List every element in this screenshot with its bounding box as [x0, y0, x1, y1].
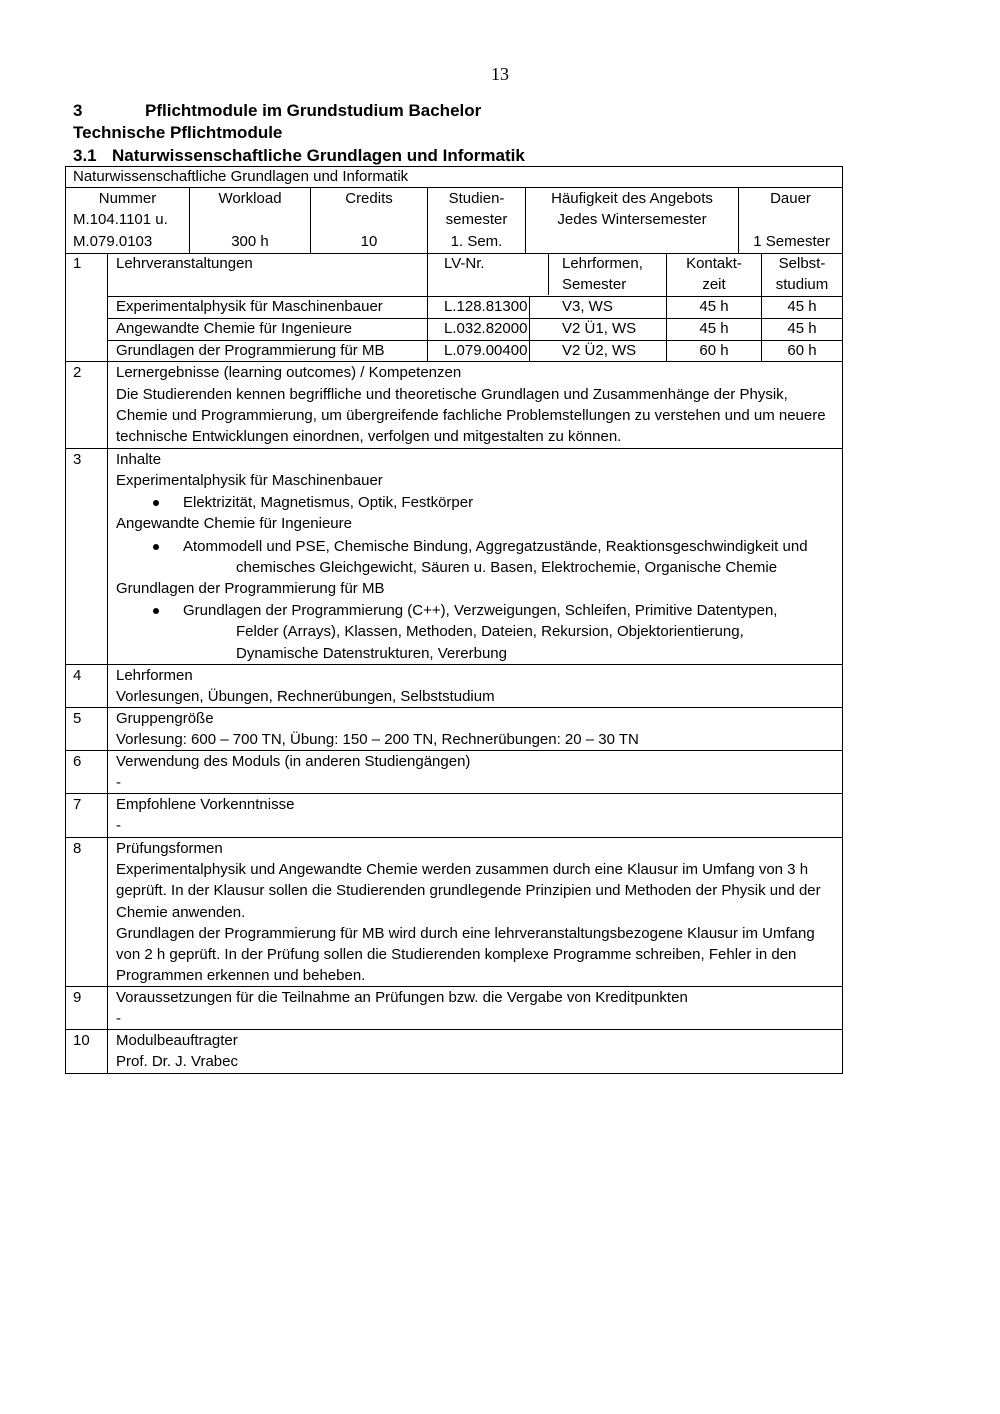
- table-divider: [65, 664, 843, 665]
- table-divider: [427, 253, 428, 361]
- course-name: Grundlagen der Programmierung für MB: [116, 342, 385, 359]
- module-title: Naturwissenschaftliche Grundlagen und Informatik: [73, 168, 409, 185]
- header-haeufigkeit: Häufigkeit des Angebots: [551, 190, 713, 207]
- header-workload: Workload: [218, 190, 282, 207]
- col-header-selbststudium-line2: studium: [775, 276, 829, 293]
- section-text-line: -: [116, 817, 121, 834]
- subsection-heading: Technische Pflichtmodule: [73, 123, 283, 142]
- course-lehrform: V3, WS: [562, 298, 613, 315]
- course-name: Experimentalphysik für Maschinenbauer: [116, 298, 383, 315]
- section-heading: [73, 101, 481, 121]
- module-credits: 10: [360, 233, 378, 250]
- table-divider: [65, 448, 843, 449]
- section-number: 6: [73, 753, 82, 770]
- section-number: 9: [73, 989, 82, 1006]
- content-bullet-text: Dynamische Datenstrukturen, Vererbung: [236, 645, 507, 662]
- header-studiensemester-line1: Studien-: [448, 190, 505, 207]
- section-title-pruefungsformen: Prüfungsformen: [116, 840, 223, 857]
- section-title-lernergebnisse: Lernergebnisse (learning outcomes) / Kompetenzen: [116, 364, 462, 381]
- section-title-lehrformen: Lehrformen: [116, 667, 193, 684]
- section-title-modulbeauftragter: Modulbeauftragter: [116, 1032, 238, 1049]
- table-divider: [65, 837, 843, 838]
- course-name: Angewandte Chemie für Ingenieure: [116, 320, 352, 337]
- bullet-icon: [153, 544, 159, 550]
- section-number: 3: [73, 451, 82, 468]
- section-text-line: Vorlesung: 600 – 700 TN, Übung: 150 – 200 TN, Rechnerübungen: 20 – 30 TN: [116, 731, 639, 748]
- content-bullet-text: Elektrizität, Magnetismus, Optik, Festkörper: [183, 494, 474, 511]
- section-number: 4: [73, 667, 82, 684]
- content-subheading: Grundlagen der Programmierung für MB: [116, 580, 385, 597]
- course-lvnr: L.128.81300: [444, 298, 528, 315]
- section-title-inhalte: Inhalte: [116, 451, 162, 468]
- subsubsection-heading-number: 3.1: [73, 146, 97, 165]
- module-haeufigkeit: Jedes Wintersemester: [557, 211, 707, 228]
- table-divider: [65, 361, 843, 362]
- section-heading-title: Pflichtmodule im Grundstudium Bachelor: [145, 101, 482, 120]
- section-text-line: technische Entwicklungen einordnen, verfolgen und mitgestalten zu können.: [116, 428, 622, 445]
- table-divider: [65, 1029, 843, 1030]
- table-divider: [65, 187, 843, 188]
- section-text-line: Programmen erkennen und beheben.: [116, 967, 366, 984]
- section-text-line: Chemie anwenden.: [116, 904, 246, 921]
- section-text-line: Experimentalphysik und Angewandte Chemie werden zusammen durch eine Klausur im Umfang von 3 h: [116, 861, 809, 878]
- course-kontaktzeit: 45 h: [699, 320, 729, 337]
- col-header-lvnr: LV-Nr.: [444, 255, 485, 272]
- content-bullet-text: Atommodell und PSE, Chemische Bindung, Aggregatzustände, Reaktionsgeschwindigkeit und: [183, 538, 808, 555]
- section-heading-number: 3: [73, 101, 83, 120]
- course-lehrform: V2 Ü2, WS: [562, 342, 637, 359]
- header-studiensemester-line2: semester: [445, 211, 508, 228]
- col-header-lehrformen-line1: Lehrformen,: [562, 255, 643, 272]
- col-header-kontaktzeit-line1: Kontakt-: [686, 255, 742, 272]
- section-number: 8: [73, 840, 82, 857]
- course-selbststudium: 45 h: [787, 320, 817, 337]
- table-border-bottom: [65, 1073, 843, 1074]
- section-text-line: Vorlesungen, Übungen, Rechnerübungen, Selbststudium: [116, 688, 495, 705]
- section-text-line: Grundlagen der Programmierung für MB wird durch eine lehrveranstaltungsbezogene Klausur im Umfang: [116, 925, 815, 942]
- table-divider: [65, 793, 843, 794]
- course-kontaktzeit: 60 h: [699, 342, 729, 359]
- content-bullet-text: Felder (Arrays), Klassen, Methoden, Dateien, Rekursion, Objektorientierung,: [236, 623, 744, 640]
- header-credits: Credits: [345, 190, 393, 207]
- section-number: 1: [73, 255, 82, 272]
- course-selbststudium: 60 h: [787, 342, 817, 359]
- section-title-vorkenntnisse: Empfohlene Vorkenntnisse: [116, 796, 295, 813]
- section-text-line: Die Studierenden kennen begriffliche und theoretische Grundlagen und Zusammenhänge der Physik,: [116, 386, 788, 403]
- section-text-line: geprüft. In der Klausur sollen die Studierenden grundlegende Prinzipien und Methoden der Physik und der: [116, 882, 821, 899]
- module-dauer: 1 Semester: [753, 233, 830, 250]
- table-divider: [65, 707, 843, 708]
- bullet-icon: [153, 500, 159, 506]
- section-title-gruppengroesse: Gruppengröße: [116, 710, 214, 727]
- content-bullet-text: chemisches Gleichgewicht, Säuren u. Basen, Elektrochemie, Organische Chemie: [236, 559, 778, 576]
- course-lvnr: L.079.00400: [444, 342, 528, 359]
- header-nummer: Nummer: [98, 190, 157, 207]
- col-header-kontaktzeit-line2: zeit: [702, 276, 726, 293]
- module-workload: 300 h: [231, 233, 269, 250]
- table-divider: [65, 986, 843, 987]
- subsubsection-heading: [73, 146, 525, 166]
- table-divider: [548, 253, 549, 295]
- course-kontaktzeit: 45 h: [699, 298, 729, 315]
- section-title-voraussetzungen: Voraussetzungen für die Teilnahme an Prüfungen bzw. die Vergabe von Kreditpunkten: [116, 989, 688, 1006]
- content-bullet-text: Grundlagen der Programmierung (C++), Verzweigungen, Schleifen, Primitive Datentypen,: [183, 602, 778, 619]
- section-text-line: -: [116, 774, 121, 791]
- bullet-icon: [153, 608, 159, 614]
- table-divider: [529, 297, 530, 361]
- section-title-verwendung: Verwendung des Moduls (in anderen Studiengängen): [116, 753, 471, 770]
- content-subheading: Angewandte Chemie für Ingenieure: [116, 515, 352, 532]
- section-number: 7: [73, 796, 82, 813]
- module-nummer-line2: M.079.0103: [73, 233, 153, 250]
- section-text-line: Prof. Dr. J. Vrabec: [116, 1053, 238, 1070]
- section-text-line: -: [116, 1010, 121, 1027]
- table-divider: [65, 750, 843, 751]
- course-lvnr: L.032.82000: [444, 320, 528, 337]
- course-lehrform: V2 Ü1, WS: [562, 320, 637, 337]
- page-number: 13: [491, 64, 509, 84]
- table-number-column-divider: [107, 253, 108, 1073]
- section-text-line: von 2 h geprüft. In der Prüfung sollen die Studierenden komplexe Programme schreiben, Fehler in den: [116, 946, 797, 963]
- table-border-right: [842, 166, 843, 1074]
- module-studiensemester: 1. Sem.: [450, 233, 503, 250]
- course-selbststudium: 45 h: [787, 298, 817, 315]
- section-text-line: Chemie und Programmierung, um übergreifende fachliche Problemstellungen zu verstehen und um neuere: [116, 407, 826, 424]
- section-number: 2: [73, 364, 82, 381]
- header-dauer: Dauer: [770, 190, 811, 207]
- col-header-lehrformen-line2: Semester: [562, 276, 627, 293]
- section-number: 5: [73, 710, 82, 727]
- module-nummer-line1: M.104.1101 u.: [73, 211, 168, 228]
- table-border-left: [65, 166, 66, 1074]
- subsubsection-heading-title: Naturwissenschaftliche Grundlagen und Informatik: [112, 146, 525, 165]
- section-number: 10: [73, 1032, 90, 1049]
- content-subheading: Experimentalphysik für Maschinenbauer: [116, 472, 383, 489]
- col-header-selbststudium-line1: Selbst-: [778, 255, 826, 272]
- section-title-lehrveranstaltungen: Lehrveranstaltungen: [116, 255, 253, 272]
